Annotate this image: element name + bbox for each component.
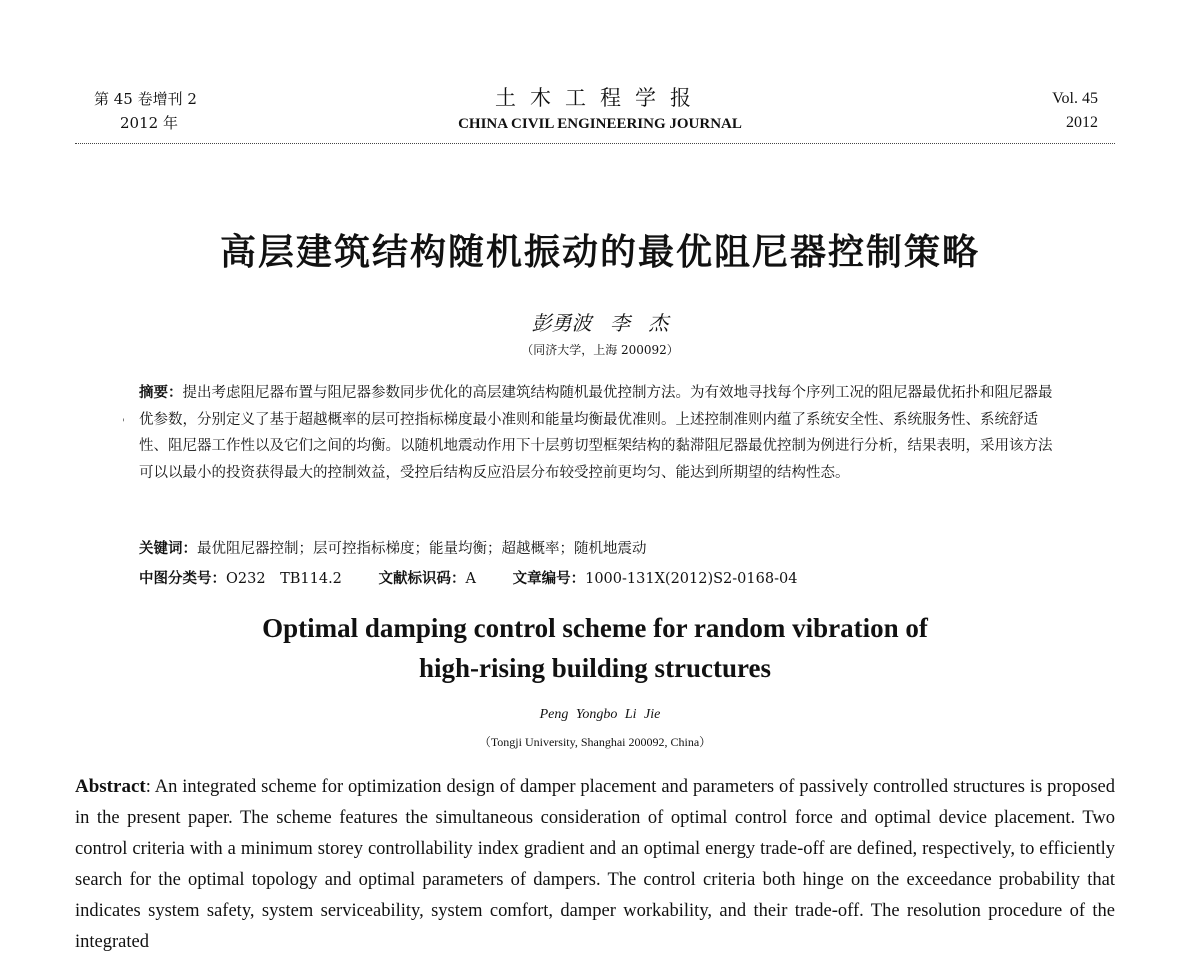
header-vol-info-en [1040,87,1098,135]
header-year-cn: 2012 年 [120,114,178,132]
authors-cn: 彭勇波 李 杰 [531,311,669,335]
doc-code-value: A [465,571,476,587]
paper-title-en [0,608,1190,688]
doc-code-label: 文献标识码： [378,571,466,587]
keywords-cn [139,536,1054,562]
affiliation-cn: （同济大学，上海 200092） [521,343,679,357]
header-vol-en: Vol. 45 [1052,90,1098,107]
paper-title-en-line2: high-rising building structures [418,653,772,683]
journal-name-en: CHINA CIVIL ENGINEERING JOURNAL [458,116,742,132]
paper-title-cn: 高层建筑结构随机振动的最优阻尼器控制策略 [219,232,980,273]
classification-line [139,566,1054,592]
authors-en: Peng Yongbo Li Jie [539,707,661,722]
header-volume: 第 45 卷增刊 2 [94,90,197,108]
header-divider [75,143,1115,144]
article-no-value: 1000-131X(2012)S2-0168-04 [585,571,798,587]
abstract-cn-text: 提出考虑阻尼器布置与阻尼器参数同步优化的高层建筑结构随机最优控制方法。为有效地寻找每个序列工况的阻尼器最优拓扑和阻尼器最优参数，分别定义了基于超越概率的层可控指标梯度最小准则和能量均衡最优准则。上述控制准则内蕴了系统安全性、系统服务性、系统舒适性、阻尼器工作性以及它们之间的均衡。以随机地震动作用下十层剪切型框架结构的黏滞阻尼器最优控制为例进行分析，结果表明，采用该方法可以以最小的投资获得最大的控制效益，受控后结构反应沿层分布较受控前更均匀、能达到所期望的结构性态。 [139,385,1053,481]
keywords-label: 关键词： [139,541,197,557]
abstract-cn-label: 摘要： [139,385,183,401]
journal-name-cn: 土木工程学报 [495,86,705,110]
keywords-text: 最优阻尼器控制；层可控指标梯度；能量均衡；超越概率；随机地震动 [197,541,647,557]
abstract-en-label: Abstract [75,776,146,797]
abstract-en-text: : An integrated scheme for optimization design of damper placement and parameters of passively controlled structures is proposed in the present paper. The scheme features the simultaneous consideration of optimal control force and optimal device placement. Two control criteria with a minimum storey controllability index gradient and an optimal energy trade-off are defined, respectively, to efficiently search for the optimal topology and optimal parameters of dampers. The control criteria both hinge on the exceedance probability that indicates system safety, system serviceability, system comfort, damper workability, and their trade-off. The resolution procedure of the integrated [75,777,1115,952]
margin-mark: ' [122,418,125,429]
journal-masthead [0,84,1200,136]
abstract-cn [139,380,1054,486]
article-no-label: 文章编号： [512,571,586,587]
clc-value: O232 TB114.2 [226,571,342,587]
clc-label: 中图分类号： [139,571,226,587]
affiliation-en: （Tongji University, Shanghai 200092, China） [478,735,712,749]
header-year-en: 2012 [1066,114,1098,131]
paper-title-en-line1: Optimal damping control scheme for random vibration of [262,613,928,643]
abstract-en [75,771,1115,958]
